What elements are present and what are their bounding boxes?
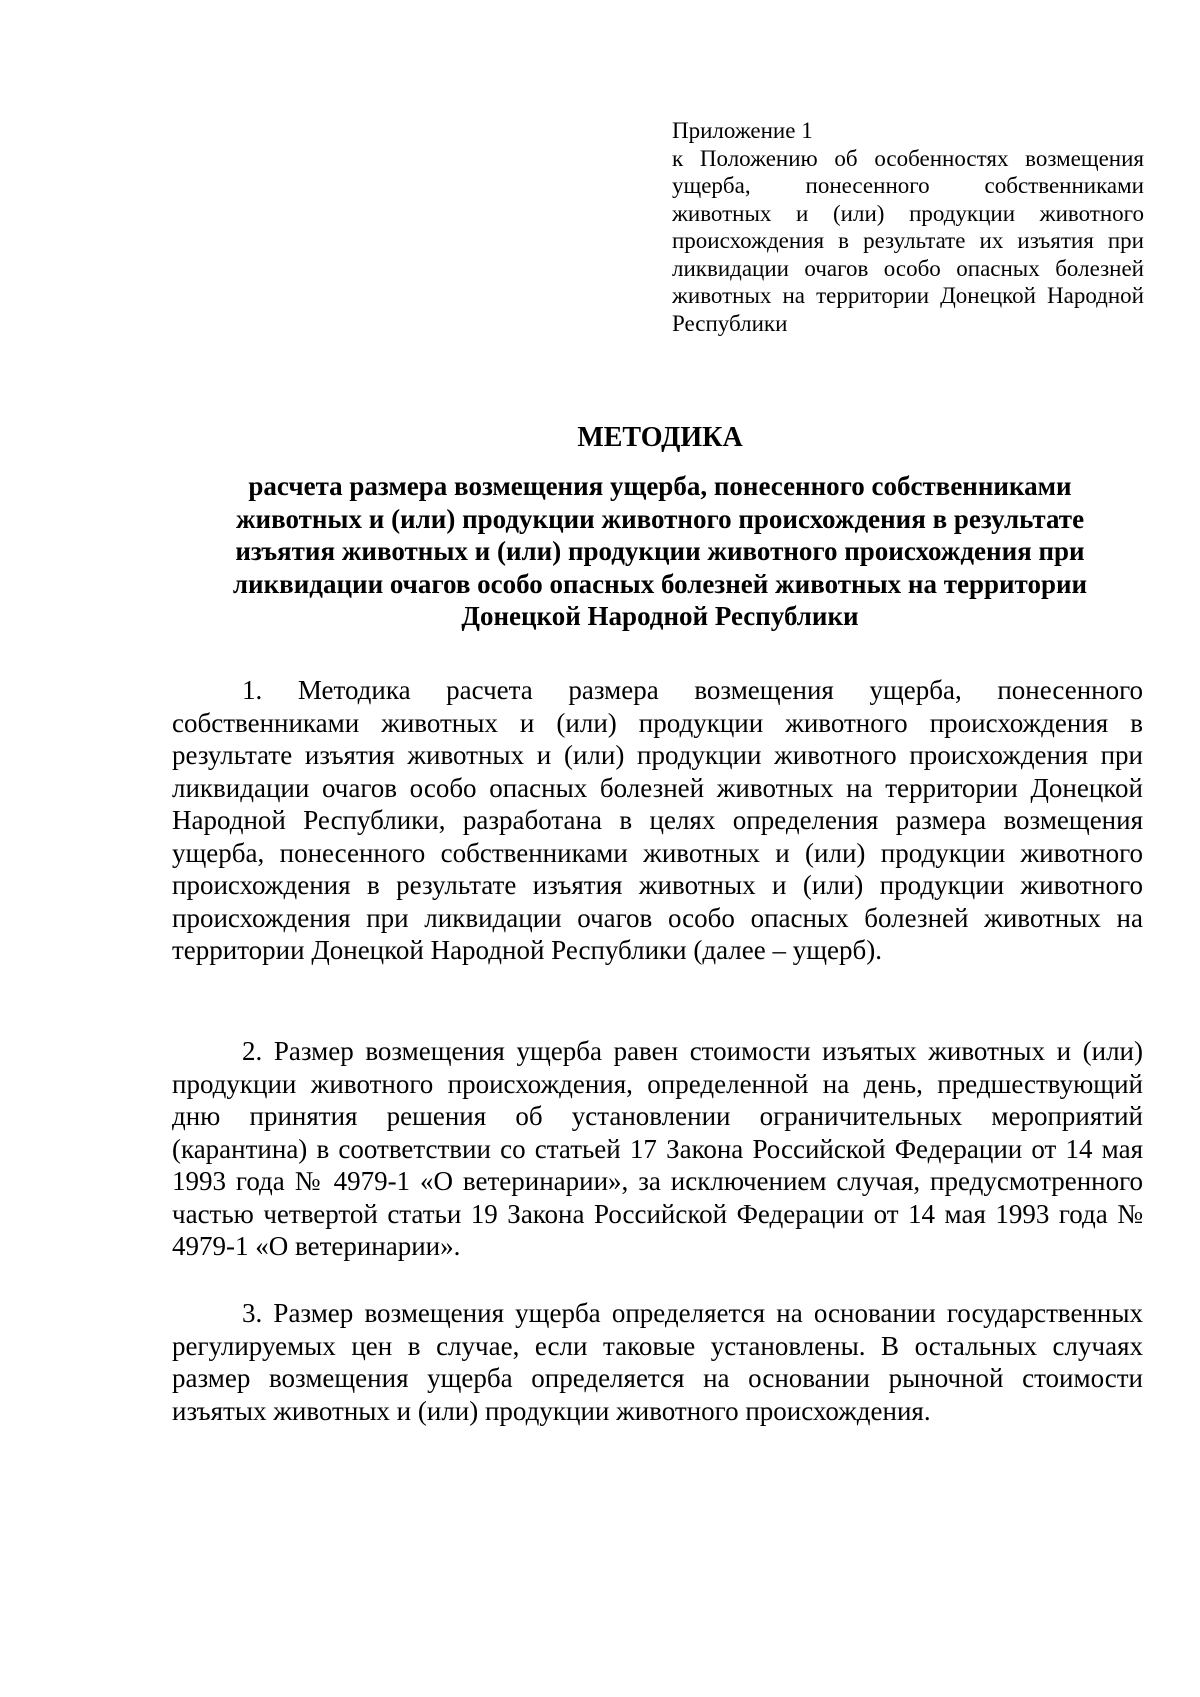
paragraph-2: 2. Размер возмещения ущерба равен стоимости изъятых животных и (или) продукции животного происхождения, определенной на день, предшествующий дню принятия решения об установлении ограничительных мероприятий (карантина) в соответствии со статьей 17 Закона Российской Федерации от 14 мая 1993 года № 4979-1 «О ветеринарии», за исключением случая, предусмотренного частью четвертой статьи 19 Закона Российской Федерации от 14 мая 1993 года № 4979-1 «О ветеринарии». (172, 1036, 1143, 1261)
paragraph-1: 1. Методика расчета размера возмещения ущерба, понесенного собственниками животных и (или) продукции животного происхождения в результате изъятия животных и (или) продукции животного происхождения при ликвидации очагов особо опасных болезней животных на территории Донецкой Народной Республики, разработана в целях определения размера возмещения ущерба, понесенного собственниками животных и (или) продукции животного происхождения в результате изъятия животных и (или) продукции животного происхождения при ликвидации очагов особо опасных болезней животных на территории Донецкой Народной Республики (далее – ущерб). (172, 675, 1143, 965)
appendix-text: к Положению об особенностях возмещения ущерба, понесенного собственниками животных и (или) продукции животного происхождения в результате их изъятия при ликвидации очагов особо опасных болезней животных на территории Донецкой Народной Республики (672, 145, 1144, 336)
appendix-block (672, 117, 1144, 337)
document-title: МЕТОДИКА (577, 422, 743, 453)
appendix-label: Приложение 1 (672, 118, 813, 143)
paragraph-3: 3. Размер возмещения ущерба определяется на основании государственных регулируемых цен в случае, если таковые установлены. В остальных случаях размер возмещения ущерба определяется на основании рыночной стоимости изъятых животных и (или) продукции животного происхождения. (172, 1298, 1143, 1426)
document-subtitle: расчета размера возмещения ущерба, понесенного собственниками животных и (или) продукции животного происхождения в результате изъятия животных и (или) продукции животного происхождения при ликвидации очагов особо опасных болезней животных на территории Донецкой Народной Республики (232, 471, 1088, 631)
